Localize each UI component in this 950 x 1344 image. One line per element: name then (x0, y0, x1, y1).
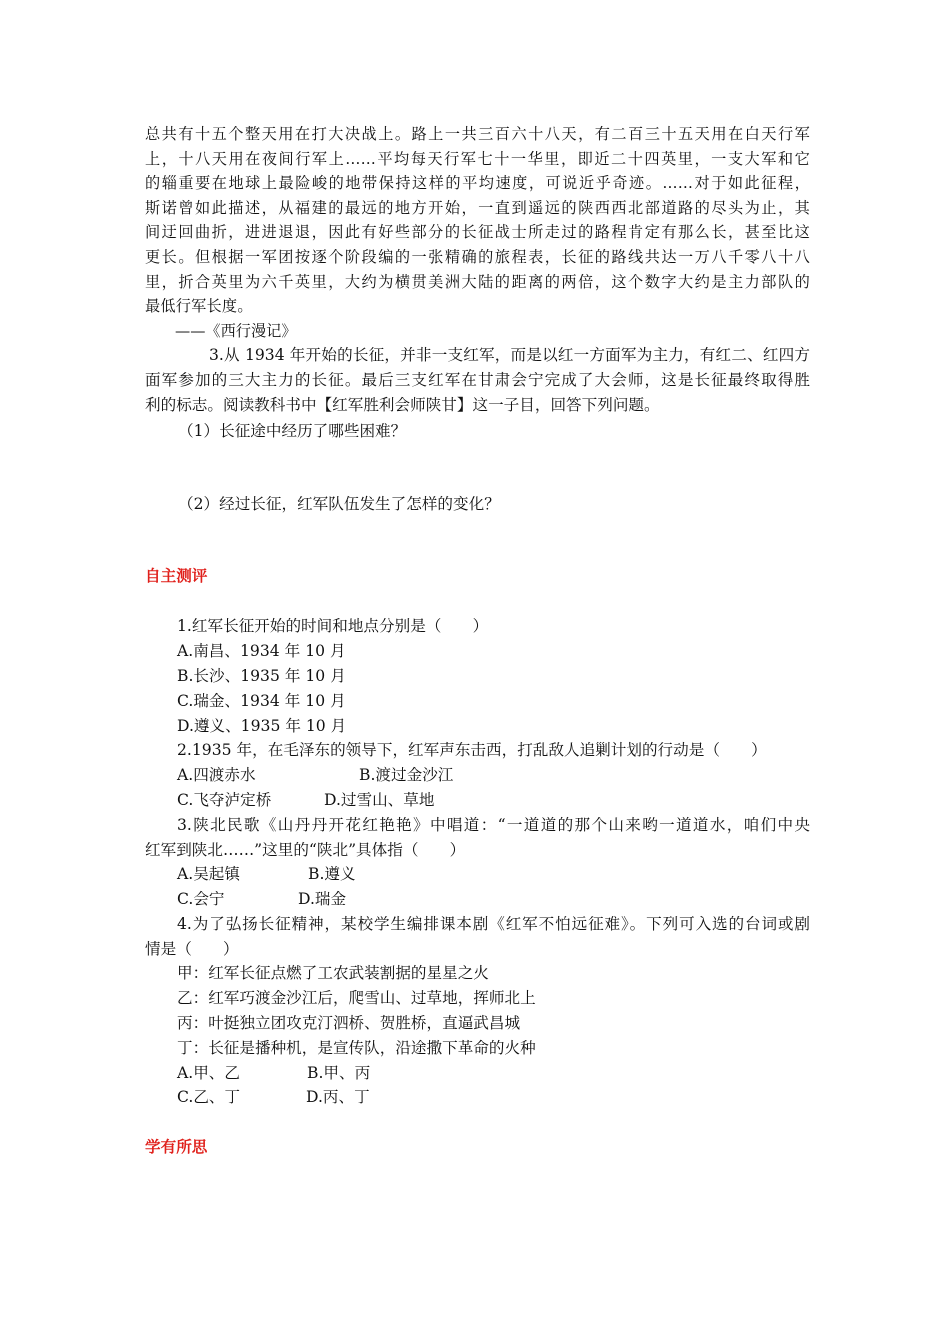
q2-option-b: B.渡过金沙江 (359, 766, 454, 785)
quote-block (145, 122, 810, 343)
question-3-block (145, 343, 810, 516)
q4-item-bing: 丙：叶挺独立团攻克汀泗桥、贺胜桥，直逼武昌城 (177, 1014, 521, 1033)
q4-options-row-1 (145, 1061, 810, 1086)
q4-item-yi: 乙：红军巧渡金沙江后，爬雪山、过草地，挥师北上 (177, 989, 536, 1008)
question-3-line: 3.从 1934 年开始的长征，并非一支红军，而是以红一方面军为主力，有红二、红四方 (209, 346, 810, 365)
q1-option-b: B.长沙、1935 年 10 月 (177, 666, 346, 685)
q4-option-b: B.甲、丙 (307, 1063, 371, 1082)
quote-line: 上，十八天用在夜间行军上……平均每天行军七十一华里，即近二十四英里，一支大军和它 (145, 149, 810, 168)
question-3-line: 利的标志。阅读教科书中【红军胜利会师陕甘】这一子目，回答下列问题。 (145, 395, 660, 414)
question-3-line: 面军参加的三大主力的长征。最后三支红军在甘肃会宁完成了大会师，这是长征最终取得胜 (145, 371, 810, 390)
q4-item-jia: 甲：红军长征点燃了工农武装割据的星星之火 (177, 964, 489, 983)
q3-option-d: D.瑞金 (298, 890, 347, 909)
q1-option-c: C.瑞金、1934 年 10 月 (177, 691, 346, 710)
q2-options-row-2 (145, 788, 810, 813)
quote-line: 里，折合英里为六千英里，大约为横贯美洲大陆的距离的两倍，这个数字大约是主力部队的 (145, 272, 810, 291)
q2-option-d: D.过雪山、草地 (324, 790, 435, 809)
q4-option-a: A.甲、乙 (177, 1063, 240, 1082)
q2-options-row-1 (145, 763, 810, 788)
quote-line: 总共有十五个整天用在打大决战上。路上一共三百六十八天，有二百三十五天用在白天行军 (145, 125, 810, 143)
quote-source: ——《西行漫记》 (175, 321, 297, 340)
q1-option-a: A.南昌、1934 年 10 月 (177, 642, 346, 661)
q2-option-a: A.四渡赤水 (177, 766, 256, 785)
document-page (145, 122, 810, 1159)
q1-stem: 1.红军长征开始的时间和地点分别是（ ） (177, 617, 489, 636)
q3-option-c: C.会宁 (177, 890, 225, 909)
q4-options-row-2 (145, 1085, 810, 1110)
self-test-block (145, 614, 810, 1110)
q3-option-b: B.遵义 (308, 865, 356, 884)
q3-options-row-1 (145, 862, 810, 887)
q2-stem: 2.1935 年，在毛泽东的领导下，红军声东击西，打乱敌人追剿计划的行动是（ ） (177, 741, 767, 760)
question-3-sub-2: （2）经过长征，红军队伍发生了怎样的变化？ (178, 494, 500, 513)
quote-line: 斯诺曾如此描述，从福建的最远的地方开始，一直到遥远的陕西西北部道路的尽头为止，其 (145, 198, 810, 217)
q4-stem-line-2: 情是（ ） (145, 939, 239, 958)
q3-option-a: A.吴起镇 (177, 865, 240, 884)
q4-stem-line-1: 4.为了弘扬长征精神，某校学生编排课本剧《红军不怕远征难》。下列可入选的台词或剧 (177, 914, 810, 933)
quote-line: 间迂回曲折，进进退退，因此有好些部分的长征战士所走过的路程肯定有那么长，甚至比这 (145, 223, 810, 242)
quote-line: 最低行军长度。 (145, 297, 253, 316)
q3-stem-line-1: 3.陕北民歌《山丹丹开花红艳艳》中唱道：“一道道的那个山来哟一道道水，咱们中央 (177, 815, 810, 834)
q4-option-d: D.丙、丁 (306, 1088, 370, 1107)
q3-options-row-2 (145, 887, 810, 912)
quote-line: 更长。但根据一军团按逐个阶段编的一张精确的旅程表，长征的路线共达一万八千零八十八 (145, 247, 810, 266)
q4-item-ding: 丁：长征是播种机，是宣传队，沿途撒下革命的火种 (177, 1038, 536, 1057)
q1-option-d: D.遵义、1935 年 10 月 (177, 716, 347, 735)
section-heading-reflection: 学有所思 (145, 1138, 208, 1157)
quote-line: 的辎重要在地球上最险峻的地带保持这样的平均速度，可说近乎奇迹。……对于如此征程， (145, 174, 810, 193)
q3-stem-line-2: 红军到陕北……”这里的“陕北”具体指（ ） (145, 840, 466, 859)
q4-option-c: C.乙、丁 (177, 1088, 241, 1107)
section-heading-self-test: 自主测评 (145, 567, 208, 586)
q2-option-c: C.飞夺泸定桥 (177, 790, 272, 809)
question-3-sub-1: （1）长征途中经历了哪些困难？ (178, 421, 407, 440)
